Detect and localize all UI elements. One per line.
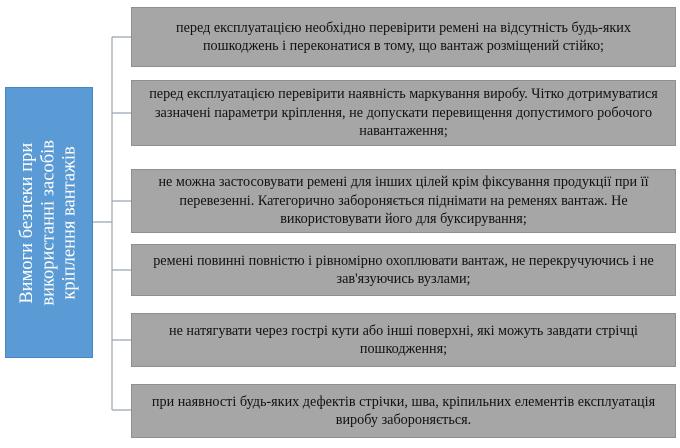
root-node — [5, 87, 93, 358]
requirement-text-4: ремені повинні повністю і рівномірно охоплювати вантаж, не перекручуючись і не зав'язуючись вузлами; — [153, 252, 654, 287]
root-label-line-2: використанні засобів — [38, 139, 59, 306]
requirement-node-2 — [131, 80, 676, 146]
requirement-node-4 — [131, 244, 676, 296]
root-label — [17, 140, 81, 306]
requirement-text-1: перед експлуатацією необхідно перевірити ремені на відсутність будь-яких пошкоджень і переконатися в тому, що вантаж розміщений стійко; — [176, 19, 631, 54]
root-label-line-3: кріплення вантажів — [59, 145, 80, 300]
requirement-text-3: не можна застосовувати ремені для інших цілей крім фіксування продукції при її перевезенні. Категорично забороняється піднімати на ременях вантаж. Не використовувати його для буксирування; — [158, 174, 649, 228]
requirement-node-6 — [131, 384, 676, 438]
requirement-node-5 — [131, 313, 676, 367]
root-label-line-1: Вимоги безпеки при — [17, 142, 38, 303]
requirement-text-2: перед експлуатацією перевірити наявність маркування виробу. Чітко дотримуватися зазначені параметри кріплення, не допускати перевищення допустимого робочого навантаження; — [149, 86, 658, 140]
requirement-node-1 — [131, 7, 676, 67]
requirement-node-3 — [131, 169, 676, 233]
requirement-text-5: не натягувати через гострі кути або інші поверхні, які можуть завдати стрічці пошкодження; — [169, 322, 638, 357]
requirement-text-6: при наявності будь-яких дефектів стрічки, шва, кріпильних елементів експлуатація виробу забороняється. — [151, 393, 656, 428]
